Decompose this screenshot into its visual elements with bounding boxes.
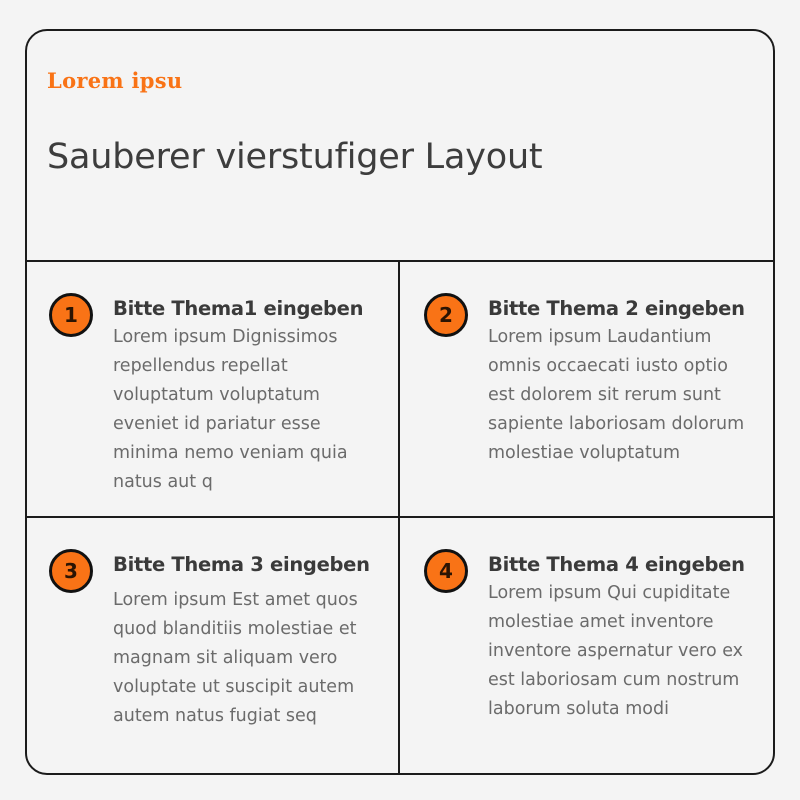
quadrant-heading-2: Bitte Thema 2 eingeben (488, 297, 745, 320)
step-badge-3: 3 (49, 549, 93, 593)
step-badge-1: 1 (49, 293, 93, 337)
quadrant-card-3[interactable] (25, 518, 400, 775)
quadrant-body-2 (488, 297, 754, 468)
quadrant-text-2: Lorem ipsum Laudantium omnis occaecati iusto optio est dolorem sit rerum sunt sapiente laboriosam dolorum molestiae voluptatum (488, 327, 745, 463)
quadrant-body-4 (488, 553, 754, 724)
quadrant-body-3 (113, 553, 379, 731)
step-badge-2: 2 (424, 293, 468, 337)
quadrant-card-4[interactable] (400, 518, 775, 775)
quadrant-card-1[interactable] (25, 262, 400, 518)
quadrant-heading-3: Bitte Thema 3 eingeben (113, 553, 370, 576)
quadrant-text-3: Lorem ipsum Est amet quos quod blanditiis molestiae et magnam sit aliquam vero voluptate ut suscipit autem autem natus fugiat seq (113, 590, 358, 726)
quadrant-grid (25, 262, 775, 775)
quadrant-text-4: Lorem ipsum Qui cupiditate molestiae amet inventore inventore aspernatur vero ex est laboriosam cum nostrum laborum soluta modi (488, 583, 744, 719)
quadrant-body-1 (113, 297, 379, 497)
quadrant-heading-1: Bitte Thema1 eingeben (113, 297, 364, 320)
step-badge-4: 4 (424, 549, 468, 593)
eyebrow-label: Lorem ipsu (47, 68, 183, 93)
quadrant-text-1: Lorem ipsum Dignissimos repellendus repellat voluptatum voluptatum eveniet id pariatur esse minima nemo veniam quia natus aut q (113, 327, 348, 492)
page-title: Sauberer vierstufiger Layout (47, 137, 543, 177)
quadrant-heading-4: Bitte Thema 4 eingeben (488, 553, 745, 576)
quadrant-card-2[interactable] (400, 262, 775, 518)
